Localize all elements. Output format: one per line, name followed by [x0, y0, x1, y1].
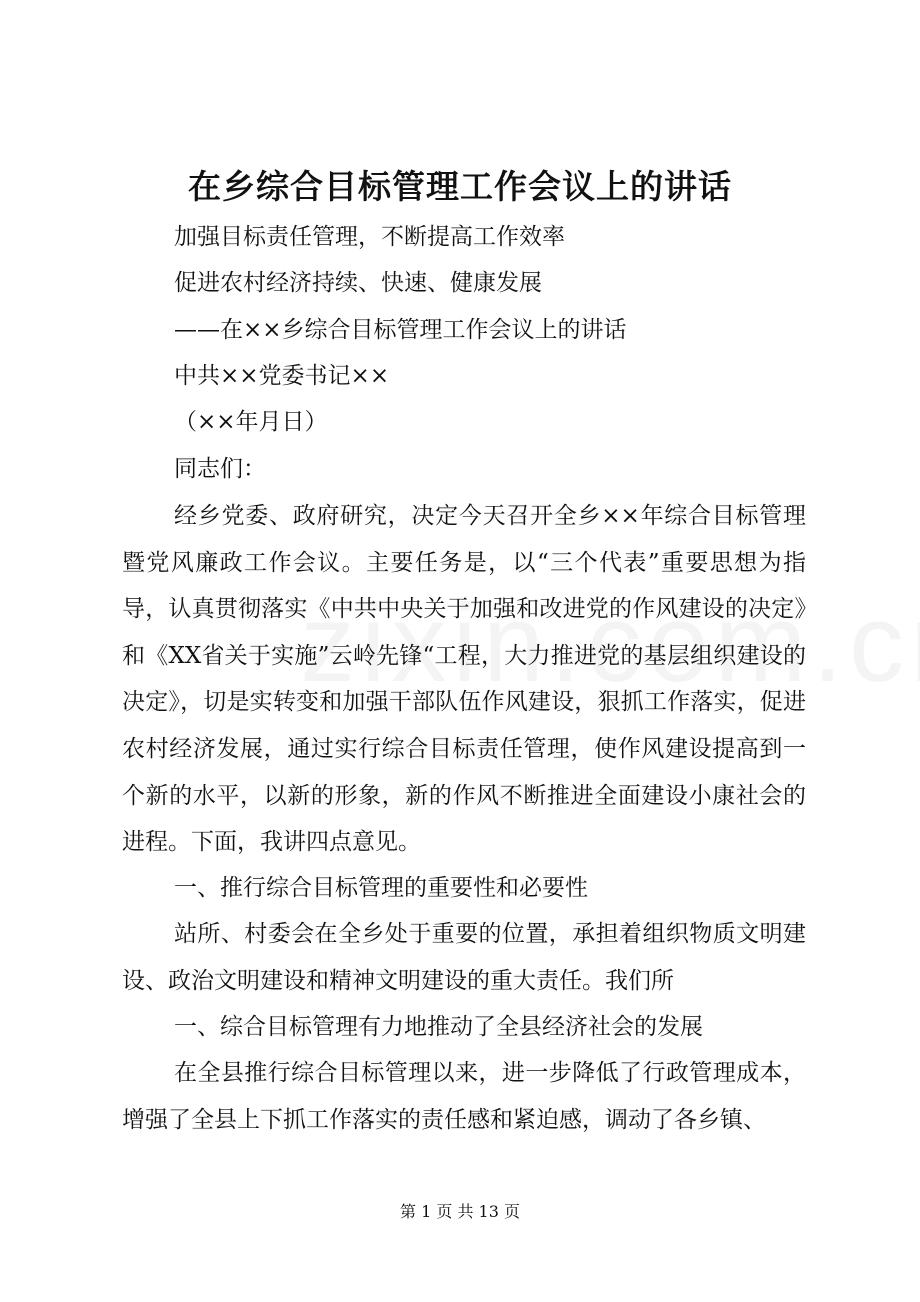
- body-paragraph-3: 在全县推行综合目标管理以来，进一步降低了行政管理成本，增强了全县上下抓工作落实的责任感和紧迫感，调动了各乡镇、: [122, 1060, 806, 1133]
- subtitle-line-2: 促进农村经济持续、快速、健康发展: [174, 270, 542, 296]
- body-paragraph-1: 经乡党委、政府研究，决定今天召开全乡××年综合目标管理暨党风廉政工作会议。主要任务是，以“三个代表”重要思想为指导，认真贯彻落实《中共中央关于加强和改进党的作风建设的决定》和《XX省关于实施”云岭先锋“工程，大力推进党的基层组织建设的决定》，切是实转变和加强干部队伍作风建设，狠抓工作落实，促进农村经济发展，通过实行综合目标责任管理，使作风建设提高到一个新的水平，以新的形象，新的作风不断推进全面建设小康社会的进程。下面，我讲四点意见。: [122, 503, 806, 856]
- salutation: 同志们：: [174, 456, 266, 482]
- subtitle-line-3: ——在××乡综合目标管理工作会议上的讲话: [174, 317, 627, 343]
- section-heading-1: 一、推行综合目标管理的重要性和必要性: [174, 875, 588, 901]
- page-footer: 第 1 页 共 13 页: [400, 1202, 520, 1221]
- section-heading-2: 一、综合目标管理有力地推动了全县经济社会的发展: [174, 1014, 703, 1040]
- subtitle-line-1: 加强目标责任管理，不断提高工作效率: [174, 224, 565, 250]
- document-title: 在乡综合目标管理工作会议上的讲话: [188, 167, 732, 206]
- speaker-line: 中共××党委书记××: [174, 363, 390, 389]
- date-line: （××年月日）: [174, 409, 328, 435]
- body-paragraph-2: 站所、村委会在全乡处于重要的位置，承担着组织物质文明建设、政治文明建设和精神文明建设的重大责任。我们所: [122, 921, 806, 994]
